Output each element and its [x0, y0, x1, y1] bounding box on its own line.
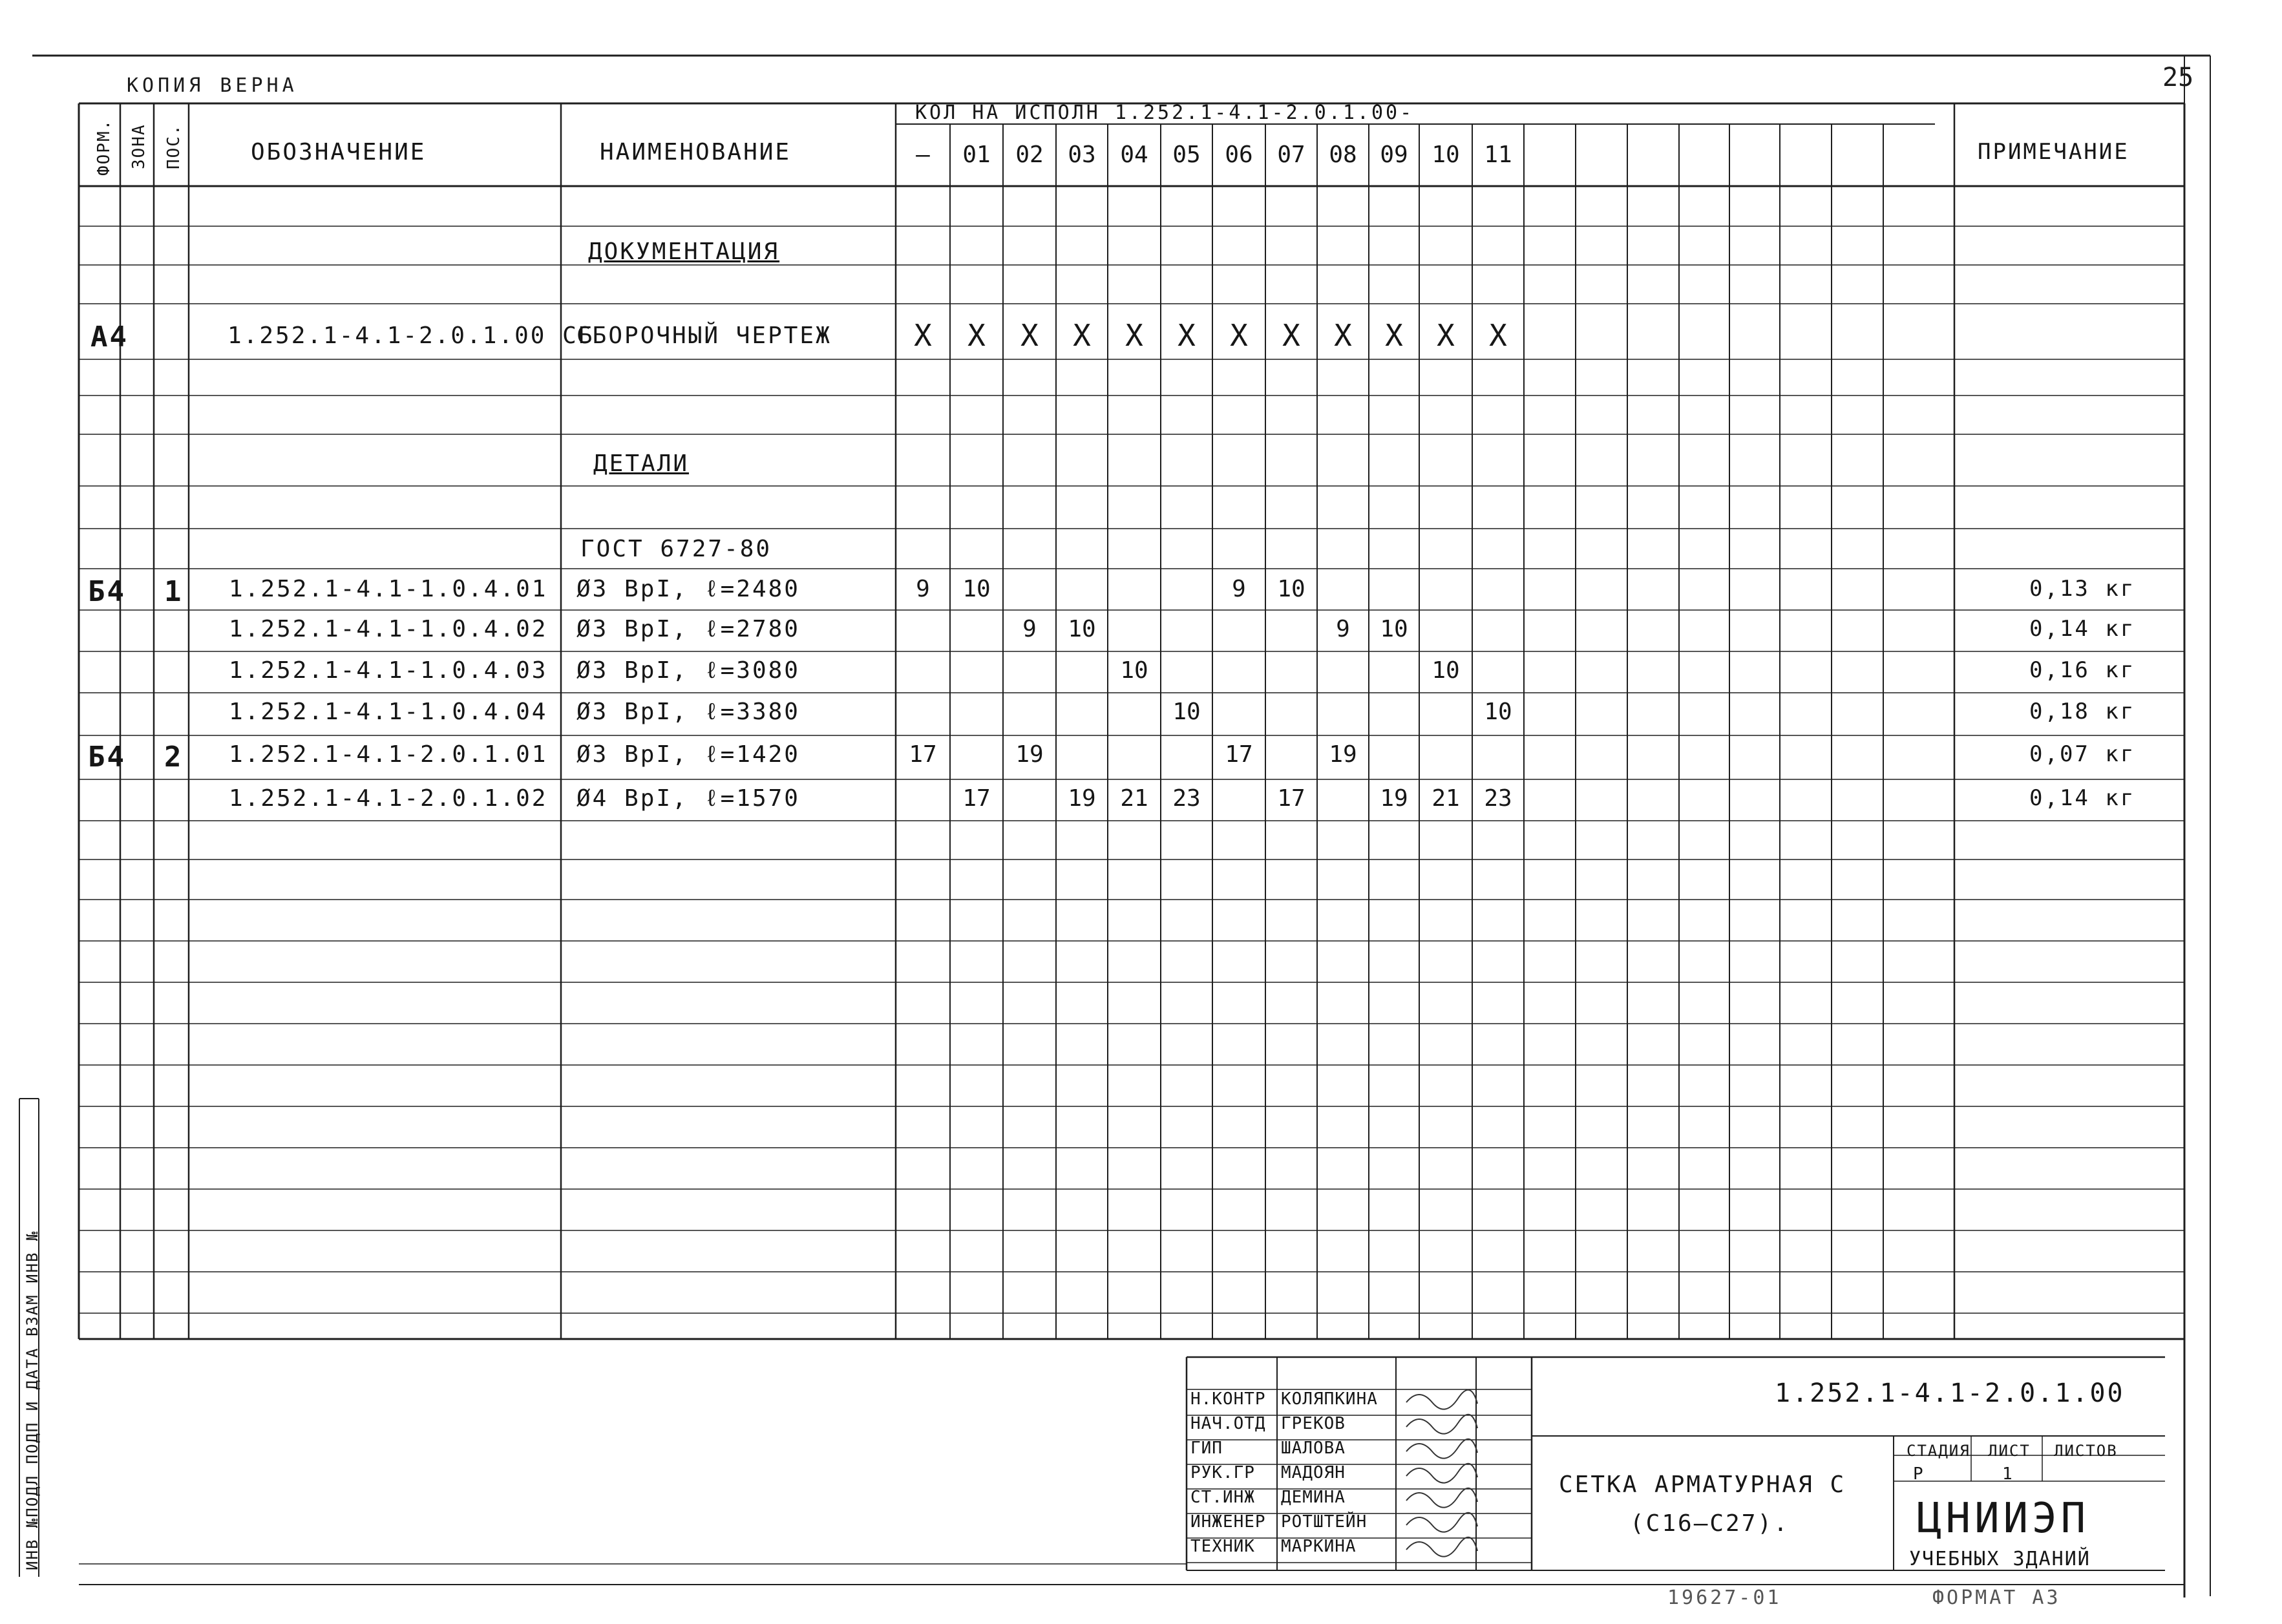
signer-name: ДЕМИНА: [1281, 1488, 1346, 1507]
qty-cell: 19: [1015, 741, 1044, 768]
signer-name: КОЛЯПКИНА: [1281, 1389, 1378, 1409]
title-block-stage-label: СТАДИЯ: [1907, 1442, 1970, 1460]
qty-cell: 21: [1432, 785, 1460, 812]
variant-col-10: 10: [1432, 142, 1460, 168]
left-stamp: ИНВ №ПОДЛ ПОДП И ДАТА ВЗАМ ИНВ №: [23, 1230, 41, 1570]
signer-name: ШАЛОВА: [1281, 1439, 1346, 1458]
qty-cell: 10: [1432, 657, 1460, 684]
qty-cell: 17: [962, 785, 991, 812]
qty-cell: 17: [1277, 785, 1305, 812]
title-block-stage-value: Р: [1913, 1464, 1923, 1484]
header-qty-title: КОЛ НА ИСПОЛН 1.252.1-4.1-2.0.1.00-: [915, 101, 1415, 124]
title-block-title-line2: (С16–С27).: [1630, 1510, 1790, 1537]
doc-mark-cell: X: [1385, 318, 1403, 353]
header-format: ФОРМ.: [94, 118, 114, 176]
footer-format: ФОРМАТ А3: [1932, 1587, 2061, 1609]
variant-col-02: 02: [1015, 142, 1044, 168]
doc-row-name: СБОРОЧНЫЙ ЧЕРТЕЖ: [576, 322, 832, 349]
row-designation: 1.252.1-4.1-2.0.1.01: [229, 741, 548, 768]
title-block-org: ЦНИИЭП: [1917, 1495, 2090, 1543]
header-zone: ЗОНА: [129, 123, 149, 169]
variant-col-09: 09: [1380, 142, 1408, 168]
row-length: ℓ=1570: [704, 785, 800, 812]
qty-cell: 10: [1380, 616, 1408, 642]
header-pos: ПОС.: [164, 123, 184, 169]
signer-role: ИНЖЕНЕР: [1190, 1512, 1266, 1532]
doc-mark-cell: X: [1020, 318, 1039, 353]
qty-cell: 9: [1336, 616, 1350, 642]
qty-cell: 10: [1068, 616, 1096, 642]
row-format: Б4: [88, 575, 126, 608]
qty-cell: 19: [1380, 785, 1408, 812]
signer-name: ГРЕКОВ: [1281, 1414, 1346, 1433]
qty-cell: 9: [1232, 576, 1246, 602]
doc-mark-cell: X: [1437, 318, 1455, 353]
row-designation: 1.252.1-4.1-2.0.1.02: [229, 785, 548, 812]
qty-cell: 9: [1022, 616, 1037, 642]
variant-col-08: 08: [1329, 142, 1357, 168]
signer-role: РУК.ГР: [1190, 1463, 1255, 1482]
variant-col-03: 03: [1068, 142, 1096, 168]
row-format: Б4: [88, 741, 126, 774]
header-name: НАИМЕНОВАНИЕ: [600, 139, 792, 165]
section-documentation: ДОКУМЕНТАЦИЯ: [588, 238, 780, 265]
qty-cell: 9: [916, 576, 930, 602]
row-designation: 1.252.1-4.1-1.0.4.03: [229, 657, 548, 684]
row-note: 0,07 кг: [2029, 741, 2136, 767]
variant-col-base: —: [916, 142, 930, 168]
row-pos: 1: [164, 575, 184, 608]
doc-mark-cell: X: [914, 318, 932, 353]
gost-label: ГОСТ 6727-80: [580, 536, 772, 562]
row-name: Ø3 ВрI,: [576, 699, 688, 725]
header-designation: ОБОЗНАЧЕНИЕ: [251, 139, 427, 165]
section-details: ДЕТАЛИ: [593, 450, 690, 477]
doc-row-format: А4: [90, 321, 129, 353]
doc-mark-cell: X: [1489, 318, 1507, 353]
signer-role: ГИП: [1190, 1439, 1223, 1458]
copy-stamp: КОПИЯ ВЕРНА: [127, 74, 298, 97]
header-note: ПРИМЕЧАНИЕ: [1978, 139, 2129, 165]
row-pos: 2: [164, 741, 184, 774]
row-length: ℓ=2480: [704, 576, 800, 602]
variant-col-04: 04: [1120, 142, 1148, 168]
row-name: Ø3 ВрI,: [576, 657, 688, 684]
signer-name: МАДОЯН: [1281, 1463, 1346, 1482]
doc-mark-cell: X: [967, 318, 986, 353]
row-note: 0,13 кг: [2029, 576, 2136, 602]
row-length: ℓ=3080: [704, 657, 800, 684]
row-note: 0,14 кг: [2029, 616, 2136, 642]
row-designation: 1.252.1-4.1-1.0.4.02: [229, 616, 548, 642]
doc-mark-cell: X: [1125, 318, 1143, 353]
row-name: Ø3 ВрI,: [576, 576, 688, 602]
qty-cell: 21: [1120, 785, 1148, 812]
title-block-org-sub: УЧЕБНЫХ ЗДАНИЙ: [1909, 1548, 2091, 1570]
variant-col-07: 07: [1277, 142, 1305, 168]
row-note: 0,14 кг: [2029, 785, 2136, 811]
qty-cell: 23: [1172, 785, 1201, 812]
signer-role: НАЧ.ОТД: [1190, 1414, 1266, 1433]
qty-cell: 17: [909, 741, 937, 768]
row-note: 0,16 кг: [2029, 657, 2136, 683]
row-name: Ø4 ВрI,: [576, 785, 688, 812]
doc-row-designation: 1.252.1-4.1-2.0.1.00 СБ: [227, 322, 595, 349]
qty-cell: 10: [1277, 576, 1305, 602]
row-designation: 1.252.1-4.1-1.0.4.04: [229, 699, 548, 725]
variant-col-06: 06: [1225, 142, 1253, 168]
row-name: Ø3 ВрI,: [576, 741, 688, 768]
row-designation: 1.252.1-4.1-1.0.4.01: [229, 576, 548, 602]
variant-col-11: 11: [1484, 142, 1512, 168]
signer-name: МАРКИНА: [1281, 1537, 1357, 1556]
qty-cell: 10: [962, 576, 991, 602]
doc-mark-cell: X: [1178, 318, 1196, 353]
row-length: ℓ=2780: [704, 616, 800, 642]
row-length: ℓ=1420: [704, 741, 800, 768]
qty-cell: 10: [1120, 657, 1148, 684]
page-number: 25: [2162, 63, 2194, 92]
variant-col-05: 05: [1172, 142, 1201, 168]
doc-mark-cell: X: [1073, 318, 1091, 353]
row-name: Ø3 ВрI,: [576, 616, 688, 642]
title-block-sheet-label: ЛИСТ: [1988, 1442, 2031, 1460]
doc-mark-cell: X: [1282, 318, 1300, 353]
signer-role: Н.КОНТР: [1190, 1389, 1266, 1409]
title-block-title-line1: СЕТКА АРМАТУРНАЯ С: [1559, 1471, 1846, 1498]
signer-name: РОТШТЕЙН: [1281, 1512, 1368, 1532]
qty-cell: 17: [1225, 741, 1253, 768]
row-length: ℓ=3380: [704, 699, 800, 725]
row-note: 0,18 кг: [2029, 699, 2136, 724]
title-block-sheets-label: ЛИСТОВ: [2054, 1442, 2118, 1460]
doc-mark-cell: X: [1230, 318, 1248, 353]
title-block-code: 1.252.1-4.1-2.0.1.00: [1775, 1378, 2125, 1408]
qty-cell: 10: [1172, 699, 1201, 725]
signer-role: СТ.ИНЖ: [1190, 1488, 1255, 1507]
qty-cell: 19: [1068, 785, 1096, 812]
variant-col-01: 01: [962, 142, 991, 168]
doc-mark-cell: X: [1334, 318, 1352, 353]
title-block-sheet-value: 1: [2002, 1464, 2013, 1484]
signer-role: ТЕХНИК: [1190, 1537, 1255, 1556]
footer-inv-number: 19627-01: [1667, 1587, 1782, 1609]
qty-cell: 10: [1484, 699, 1512, 725]
qty-cell: 23: [1484, 785, 1512, 812]
qty-cell: 19: [1329, 741, 1357, 768]
